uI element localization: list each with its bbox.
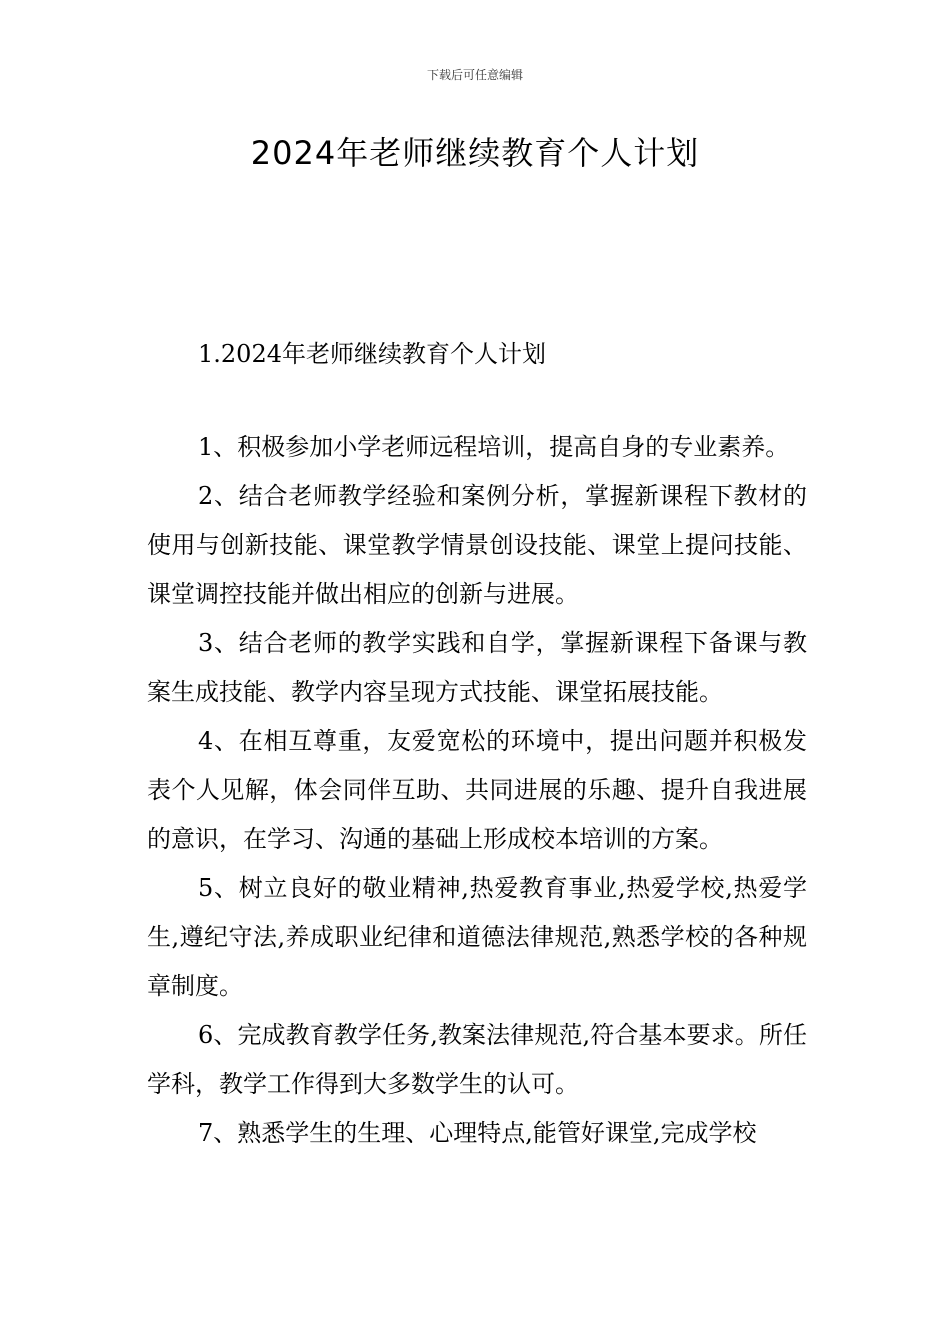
paragraph-7: 7、熟悉学生的生理、心理特点,能管好课堂,完成学校 — [198, 1119, 757, 1147]
paragraph-6: 6、完成教育教学任务,教案法律规范,符合基本要求。所任学科，教学工作得到大多数学生的认可。 — [147, 1021, 807, 1098]
header-note: 下载后可任意编辑 — [426, 68, 523, 82]
paragraph-4: 4、在相互尊重，友爱宽松的环境中，提出问题并积极发表个人见解，体会同伴互助、共同进展的乐趣、提升自我进展的意识，在学习、沟通的基础上形成校本培训的方案。 — [147, 727, 807, 853]
paragraph-3: 3、结合老师的教学实践和自学，掌握新课程下备课与教案生成技能、教学内容呈现方式技能、课堂拓展技能。 — [147, 629, 807, 706]
paragraph-2: 2、结合老师教学经验和案例分析，掌握新课程下教材的使用与创新技能、课堂教学情景创设技能、课堂上提问技能、课堂调控技能并做出相应的创新与进展。 — [147, 482, 807, 608]
section-heading: 1.2024年老师继续教育个人计划 — [198, 340, 546, 368]
document-body — [147, 423, 807, 1158]
document-title: 2024年老师继续教育个人计划 — [250, 134, 700, 172]
paragraph-5: 5、树立良好的敬业精神,热爱教育事业,热爱学校,热爱学生,遵纪守法,养成职业纪律和道德法律规范,熟悉学校的各种规章制度。 — [147, 874, 807, 1000]
paragraph-1: 1、积极参加小学老师远程培训，提高自身的专业素养。 — [198, 433, 790, 461]
